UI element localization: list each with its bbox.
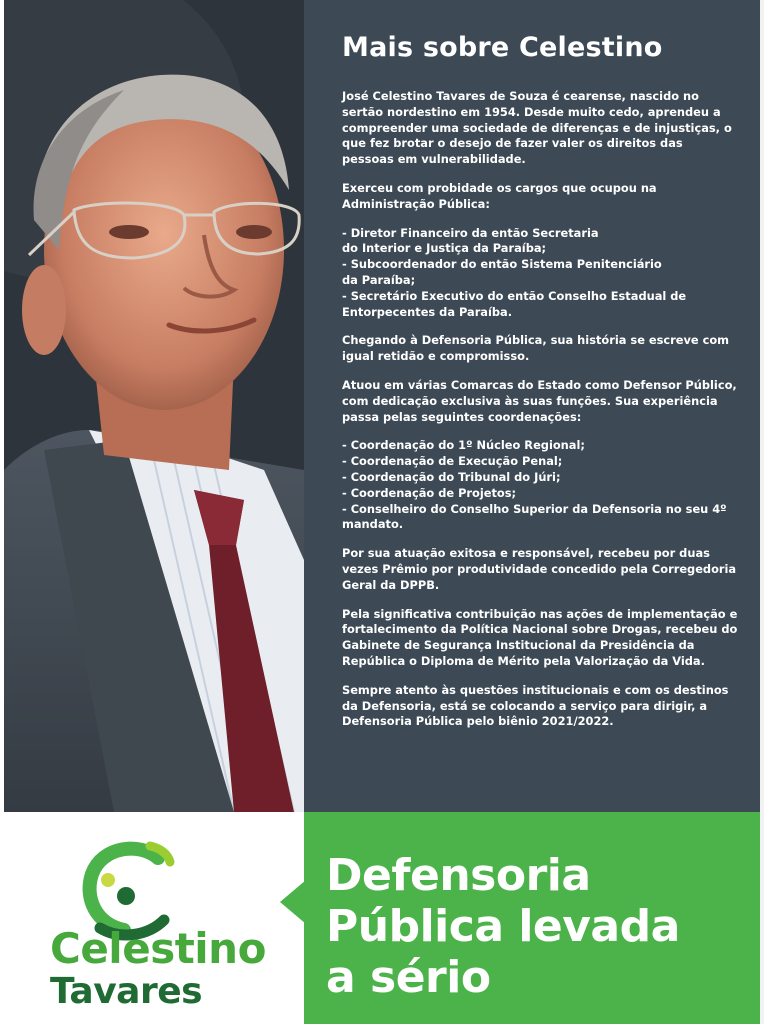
bio-paragraph: Por sua atuação exitosa e responsável, recebeu por duas vezes Prêmio por produtividade concedido pela Corregedoria Geral da DPPB. — [342, 546, 737, 592]
bio-paragraph: Pela significativa contribuição nas ações de implementação e fortalecimento da Política Nacional sobre Drogas, recebeu do Gabinete de Segurança Institucional da Presidência da República o Diploma de Mérito pela Valorização da Vida. — [342, 606, 738, 668]
list-item: - Subcoordenador do então Sistema Penitenciário — [342, 257, 662, 272]
bio-text — [342, 89, 738, 730]
list-item: da Paraíba; — [342, 272, 416, 287]
brand-name: Celestino — [50, 924, 266, 973]
list-item: - Secretário Executivo do então Conselho Estadual de — [342, 288, 687, 303]
positions-list — [342, 226, 738, 321]
list-item: - Diretor Financeiro da então Secretaria — [342, 225, 599, 240]
list-item: - Conselheiro do Conselho Superior da Defensoria no seu 4º mandato. — [342, 501, 727, 532]
panel-title: Mais sobre Celestino — [342, 32, 663, 63]
list-item: - Coordenação do Tribunal do Júri; — [342, 469, 561, 484]
bio-paragraph: José Celestino Tavares de Souza é cearense, nascido no sertão nordestino em 1954. Desde muito cedo, aprendeu a compreender uma sociedade de diferenças e de injustiças, o que fez brotar o desejo de fazer valer os direitos das pessoas em vulnerabilidade. — [342, 89, 732, 167]
coordinations-list — [342, 438, 738, 533]
slogan — [326, 850, 756, 1003]
slogan-line: Pública levada — [326, 901, 680, 952]
bio-paragraph: Sempre atento às questões institucionais e com os destinos da Defensoria, está se colocando a serviço para dirigir, a Defensoria Pública pelo biênio 2021/2022. — [342, 682, 729, 729]
slogan-line: Defensoria — [326, 850, 591, 901]
portrait-illustration — [4, 0, 304, 812]
brand-surname: Tavares — [50, 971, 203, 1012]
page-edge — [760, 0, 764, 1024]
bio-paragraph: Atuou em várias Comarcas do Estado como Defensor Público, com dedicação exclusiva às suas funções. Sua experiência passa pelas seguintes coordenações: — [342, 377, 737, 424]
list-item: - Coordenação de Projetos; — [342, 485, 517, 500]
list-item: Entorpecentes da Paraíba. — [342, 304, 513, 319]
list-item: - Coordenação de Execução Penal; — [342, 454, 563, 469]
candidate-photo — [4, 0, 304, 812]
slogan-line: a sério — [326, 952, 491, 1003]
speech-pointer — [280, 880, 306, 924]
bio-paragraph: Exerceu com probidade os cargos que ocupou na Administração Pública: — [342, 180, 657, 211]
list-item: do Interior e Justiça da Paraíba; — [342, 241, 547, 256]
bio-panel — [304, 0, 760, 812]
bio-paragraph: Chegando à Defensoria Pública, sua história se escreve com igual retidão e compromisso. — [342, 333, 730, 364]
list-item: - Coordenação do 1º Núcleo Regional; — [342, 438, 585, 453]
